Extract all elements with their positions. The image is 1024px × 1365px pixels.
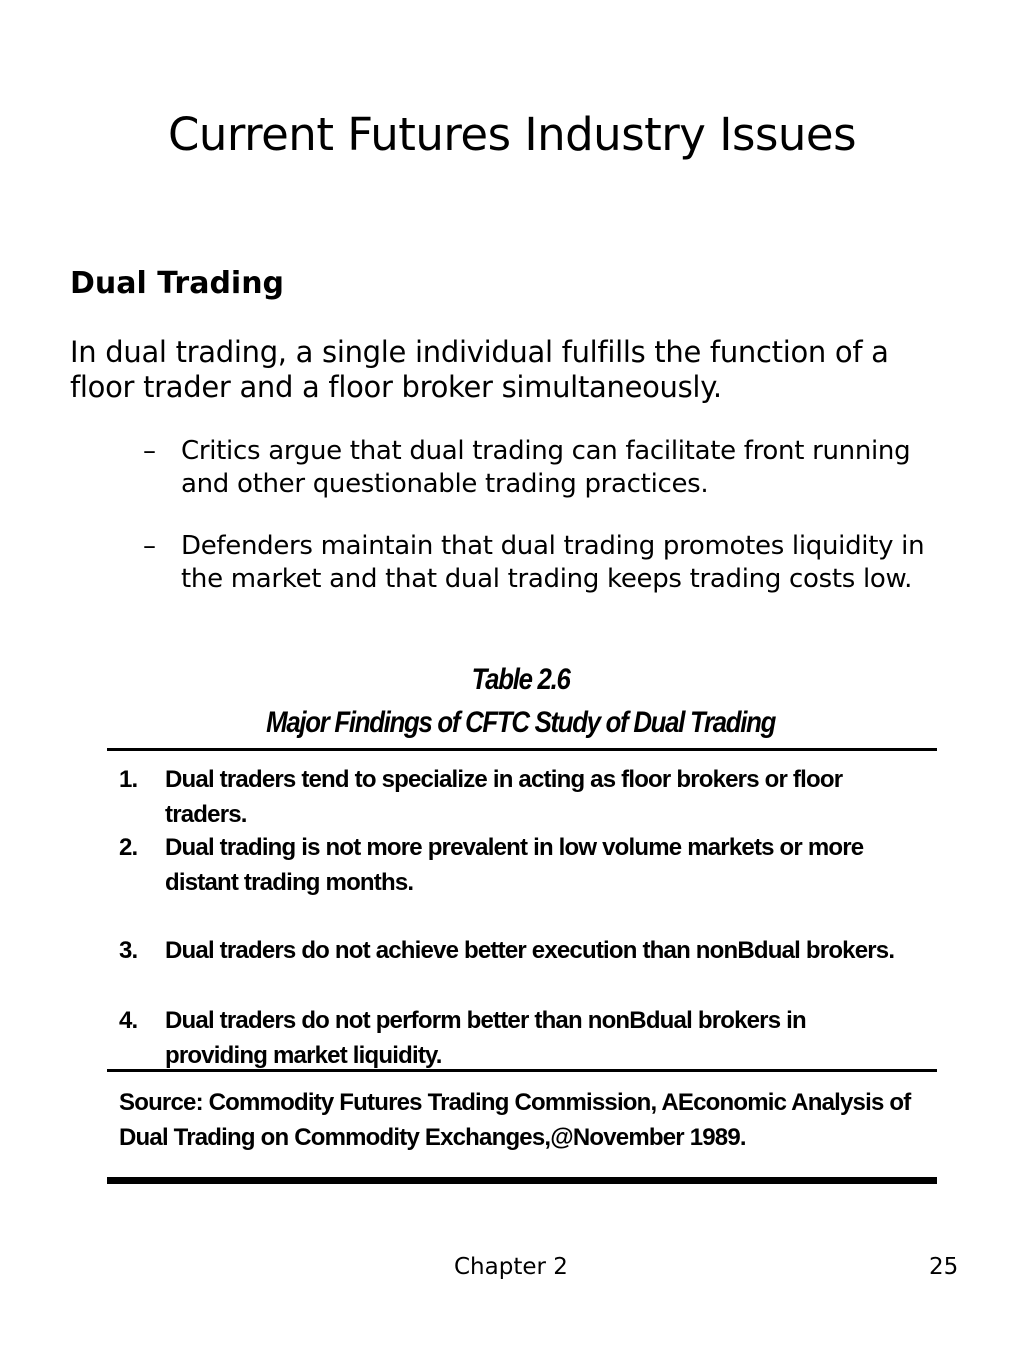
finding-number: 2.	[119, 834, 138, 861]
table-caption: Major Findings of CFTC Study of Dual Trading	[266, 706, 776, 739]
bullet-text: Defenders maintain that dual trading promotes liquidity in the market and that dual trading keeps trading costs low.	[181, 531, 925, 594]
finding-number: 4.	[119, 1007, 138, 1034]
footer-chapter: Chapter 2	[454, 1254, 568, 1280]
table-top-rule	[107, 748, 937, 751]
bullet-text: Critics argue that dual trading can facilitate front running and other questionable trading practices.	[181, 436, 911, 499]
bullet-item	[143, 435, 963, 501]
section-heading: Dual Trading	[70, 266, 285, 301]
intro-paragraph: In dual trading, a single individual fulfills the function of a floor trader and a floor broker simultaneously.	[70, 335, 889, 404]
table-label: Table 2.6	[471, 663, 570, 696]
finding-text: Dual trading is not more prevalent in low volume markets or more distant trading months.	[165, 834, 864, 896]
table-middle-rule	[107, 1069, 937, 1072]
bullet-dash: –	[143, 436, 156, 466]
finding-item	[119, 1003, 909, 1073]
finding-number: 3.	[119, 937, 138, 964]
footer-page-number: 25	[929, 1254, 959, 1280]
bullet-item	[143, 530, 963, 596]
finding-item	[119, 762, 909, 832]
table-source-note: Source: Commodity Futures Trading Commission, AEconomic Analysis of Dual Trading on Commodity Exchanges,@November 1989.	[119, 1089, 911, 1151]
bullet-dash: –	[143, 531, 156, 561]
finding-text: Dual traders do not perform better than nonBdual brokers in providing market liquidity.	[165, 1007, 806, 1069]
table-bottom-rule	[107, 1177, 937, 1184]
finding-number: 1.	[119, 766, 138, 793]
finding-item	[119, 933, 909, 968]
slide-title: Current Futures Industry Issues	[167, 108, 857, 161]
finding-text: Dual traders tend to specialize in acting as floor brokers or floor traders.	[165, 766, 843, 828]
finding-item	[119, 830, 909, 900]
finding-text: Dual traders do not achieve better execution than nonBdual brokers.	[165, 937, 895, 964]
